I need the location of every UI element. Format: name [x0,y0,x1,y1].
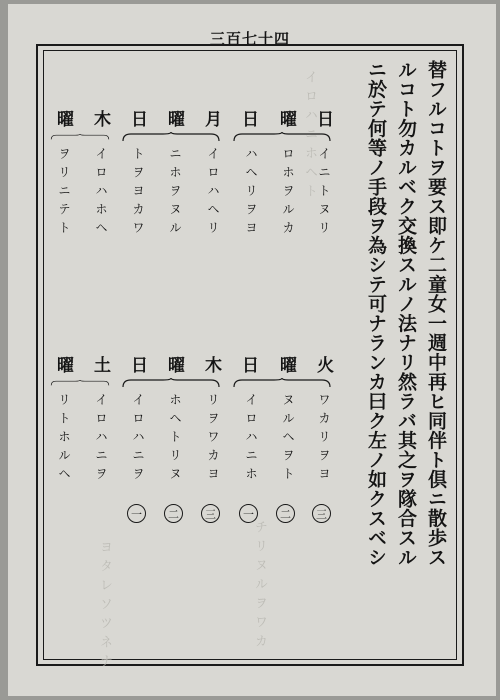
schedule-brace [232,378,332,388]
page-number: 三百七十四 [209,30,290,48]
text-column-2: ルコト勿カルベク交換スルノ法ナリ然ラバ其之ヲ隊合スル [395,60,417,567]
schedule-brace [120,378,222,388]
schedule-brace [50,132,110,142]
schedule-brace [232,132,332,142]
kana-column: イロハヘリ [205,147,221,240]
circled-numeral: 一 [239,504,258,523]
day-label: 木 [90,110,110,139]
kana-column: ホヘトリヌ [167,393,183,486]
day-label: 土 [90,356,110,385]
day-label: 日 [127,110,147,139]
text-column-1: 替フルコトヲ要ス即ケ二童女一週中再ヒ同伴ト倶ニ散歩ス [425,60,447,567]
kana-column: ヲリニテト [56,147,72,240]
kana-column: イロハニヲ [93,393,109,486]
kana-column: ニホヲヌル [167,147,183,240]
day-label: 木 [201,356,221,385]
day-label: 曜 [53,356,73,385]
bleed-through-text: チリヌルヲワカ [252,520,267,653]
kana-column: リトホルヘ [56,393,72,486]
circled-numeral: 三 [201,504,220,523]
kana-column: リヲワカヨ [205,393,221,486]
kana-column: ヌルヘヲト [280,393,296,486]
day-label: 月 [201,110,221,139]
day-label: 曜 [164,110,184,139]
day-label: 曜 [53,110,73,139]
day-label: 火 [313,356,333,385]
day-label: 曜 [276,110,296,139]
day-label: 曜 [276,356,296,385]
day-label: 日 [238,110,258,139]
day-label: 日 [313,110,333,139]
schedule-brace [50,378,110,388]
text-column-3: ニ於テ何等ノ手段ヲ為シテ可ナランカ曰ク左ノ如クスベシ [365,60,387,567]
circled-numeral: 二 [276,504,295,523]
kana-column: イロハニヲ [130,393,146,486]
kana-column: トヲヨカワ [130,147,146,240]
day-label: 曜 [164,356,184,385]
kana-column: ワカリヲヨ [316,393,332,486]
circled-numeral: 二 [164,504,183,523]
kana-column: ハヘリヲヨ [243,147,259,240]
schedule-brace [120,132,222,142]
kana-column: イロハホヘ [93,147,109,240]
kana-column: ロホヲルカ [280,147,296,240]
circled-numeral: 一 [127,504,146,523]
bleed-through-text: イロハニホヘト [302,70,317,203]
bleed-through-text: ヨタレソツネナ [97,540,112,673]
day-label: 日 [238,356,258,385]
day-label: 日 [127,356,147,385]
circled-numeral: 三 [312,504,331,523]
kana-column: イニトヌリ [316,147,332,240]
kana-column: イロハニホ [243,393,259,486]
